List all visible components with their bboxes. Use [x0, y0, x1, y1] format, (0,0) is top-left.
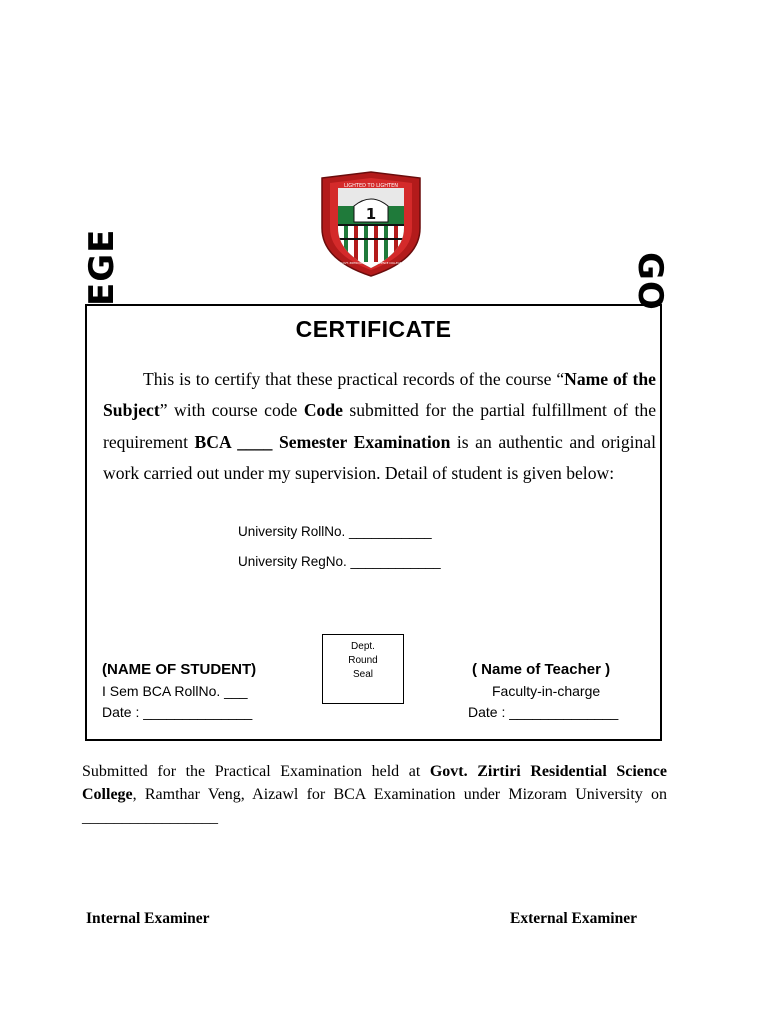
seal-line-1: Dept.: [351, 641, 375, 652]
semester-exam: BCA ____ Semester Examination: [194, 431, 451, 452]
para-text-4: is an authentic and original work carried out under my supervision. Detail of student is given below:: [103, 431, 657, 483]
dept-seal-box: [322, 634, 404, 704]
side-text-left: [80, 228, 122, 306]
submission-paragraph: [82, 760, 667, 829]
university-roll-no: University RollNo. ___________: [238, 524, 432, 539]
student-roll: I Sem BCA RollNo. ___: [102, 683, 248, 699]
university-reg-no: University RegNo. ____________: [238, 554, 441, 569]
side-text-right-label: GO: [630, 252, 670, 311]
seal-line-3: Seal: [352, 669, 373, 680]
para-text-3: submitted for the partial fulfillment of the requirement: [103, 400, 657, 452]
college-name: Govt. Zirtiri Residential Science College: [82, 763, 667, 803]
certificate-paragraph: [103, 364, 656, 489]
submission-text-2: , Ramthar Veng, Aizawl for BCA Examination under Mizoram University on _________________: [82, 786, 667, 826]
side-text-left-label: EGE: [82, 228, 122, 306]
certificate-title: CERTIFICATE: [295, 316, 452, 342]
student-name: (NAME OF STUDENT): [102, 661, 257, 678]
college-crest-logo: [316, 170, 426, 278]
subject-name: Name of the Subject: [103, 369, 656, 421]
crest-number: 1: [365, 205, 377, 223]
side-text-right: [630, 252, 670, 311]
para-text-1: This is to certify that these practical records of the course “: [143, 369, 565, 389]
seal-line-2: Round: [348, 655, 378, 666]
internal-examiner: Internal Examiner: [86, 910, 210, 927]
crest-ring-text: GOVT. ZIRTIRI RESIDENTIAL SCIENCE COLLEGE: [340, 262, 402, 265]
submission-text-1: Submitted for the Practical Examination held at: [82, 763, 430, 780]
crest-motto: LIGHTED TO LIGHTEN: [344, 183, 398, 189]
teacher-date: Date : ______________: [468, 704, 619, 720]
certificate-box: [85, 304, 662, 741]
teacher-role: Faculty-in-charge: [492, 683, 601, 699]
course-code: Code: [303, 400, 343, 421]
external-examiner: External Examiner: [510, 910, 637, 927]
student-date: Date : ______________: [102, 704, 253, 720]
para-text-2: ” with course code: [159, 400, 304, 421]
teacher-name: ( Name of Teacher ): [472, 661, 611, 678]
